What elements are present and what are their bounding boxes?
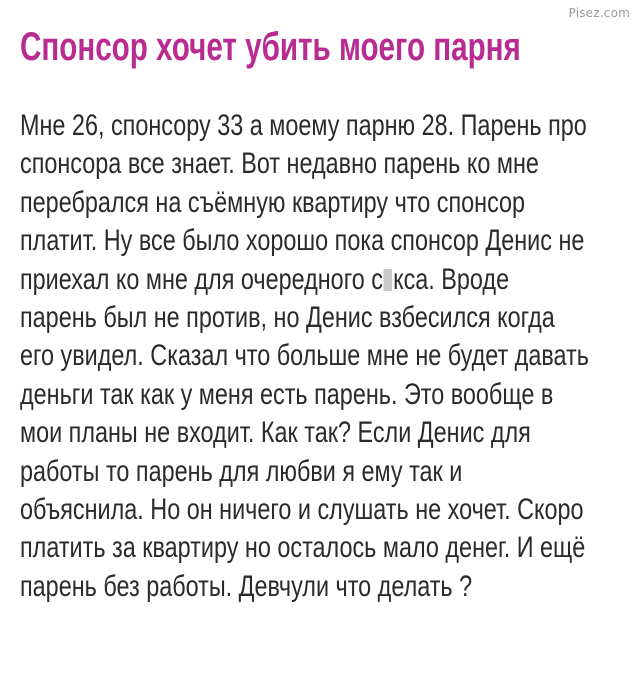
post-line: перебрался на съёмную квартиру что спонсор (20, 185, 526, 219)
post-line: платит. Ну все было хорошо пока спонсор Денис не (20, 224, 585, 258)
post-title: Спонсор хочет убить моего парня (20, 25, 521, 69)
post-line: Мне 26, спонсору 33 а моему парню 28. Парень про (20, 109, 587, 142)
post-line: парень без работы. Девчули что делать ? (20, 569, 473, 603)
post-line: мои планы не входит. Как так? Если Денис для (20, 416, 531, 450)
post-line: объяснила. Но он ничего и слушать не хочет. Скоро (20, 493, 584, 527)
post-line-segment: кса. Вроде (393, 262, 510, 296)
post-line (20, 261, 510, 299)
post-line: платить за квартиру но осталось мало денег. И ещё (20, 531, 586, 565)
post-line: спонсора все знает. Вот недавно парень ко мне (20, 147, 539, 181)
post-body (20, 107, 620, 606)
watermark: Pisez.com (568, 6, 630, 20)
post-line: деньги так как у меня есть парень. Это вообще в (20, 377, 554, 411)
post-line: парень был не против, но Денис взбесился когда (20, 301, 555, 335)
censor-block (384, 269, 393, 291)
post-line-segment: приехал ко мне для очередного с (20, 262, 383, 296)
post-line: его увидел. Сказал что больше мне не будет давать (20, 339, 589, 373)
post-line: работы то парень для любви я ему так и (20, 454, 463, 488)
